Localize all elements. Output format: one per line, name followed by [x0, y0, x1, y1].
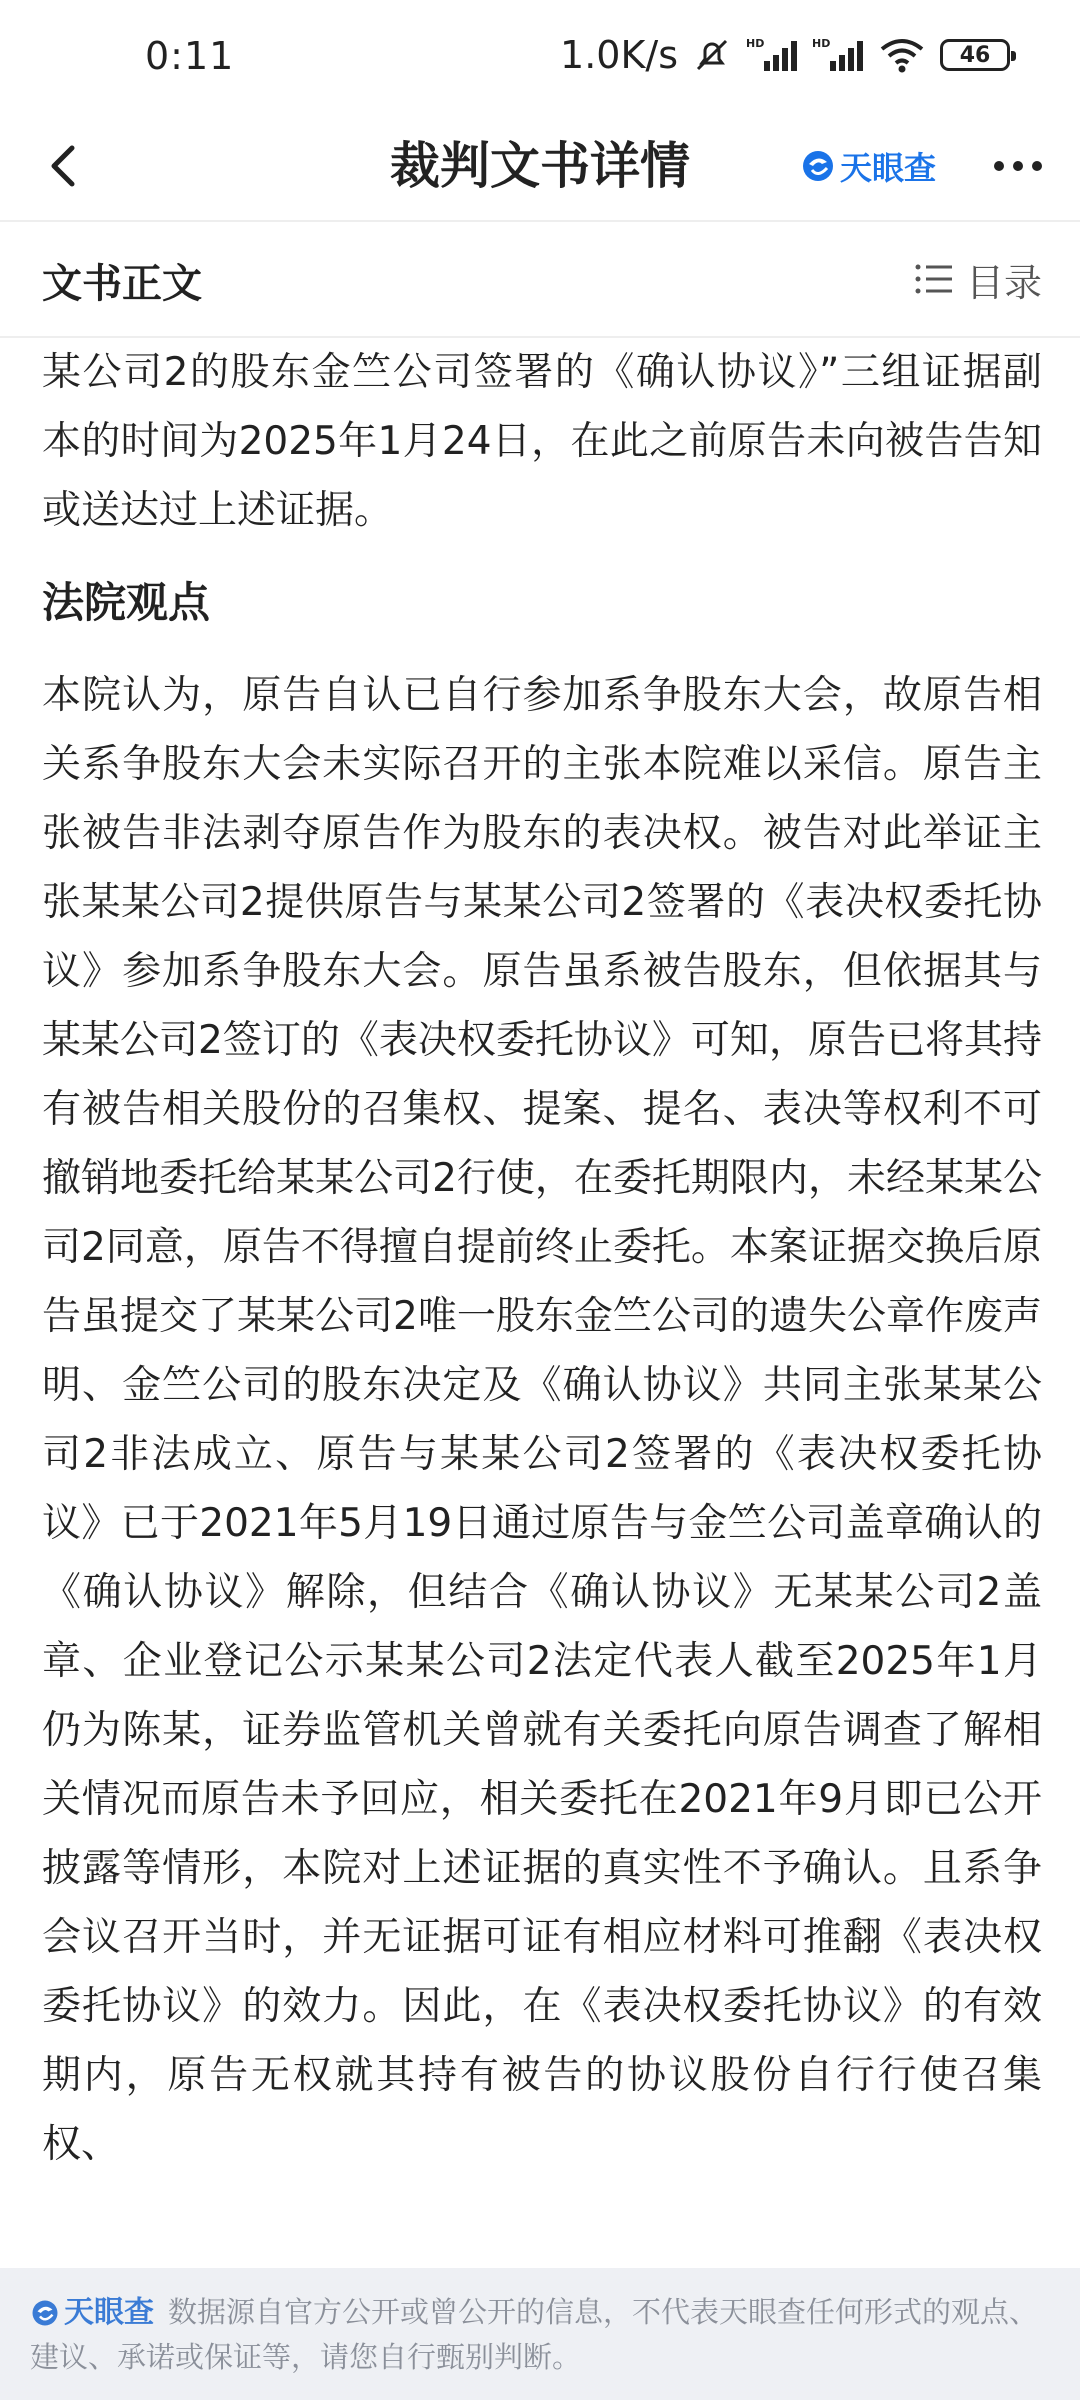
- chevron-left-icon: [44, 142, 84, 190]
- court-opinion-heading: 法院观点: [42, 578, 211, 627]
- section-header: [0, 222, 1080, 336]
- paragraph-prev: 某公司2的股东金竺公司签署的《确认协议》”三组证据副本的时间为2025年1月24日，在此之前原告未向被告告知或送达过上述证据。: [42, 350, 1042, 533]
- signal-hd-icon: [812, 35, 864, 75]
- logo-text: 天眼查: [840, 149, 937, 187]
- battery-icon: [940, 39, 1010, 71]
- tianyancha-logo: [800, 136, 936, 196]
- footer-logo: [30, 2291, 154, 2335]
- more-button[interactable]: [980, 142, 1056, 190]
- more-dot: [1032, 161, 1042, 171]
- more-horizontal-icon: [994, 161, 1004, 171]
- disclaimer-text: [30, 2290, 1050, 2379]
- disclaimer-content: 数据源自官方公开或曾公开的信息，不代表天眼查任何形式的观点、建议、承诺或保证等，请您自行甄别判断。: [30, 2295, 1039, 2374]
- wifi-icon: [878, 35, 926, 75]
- list-icon: [914, 261, 954, 297]
- status-icons: [560, 30, 1010, 80]
- toc-label: 目录: [965, 260, 1042, 305]
- toc-button[interactable]: [914, 250, 1042, 308]
- tianyancha-logo-icon: [800, 148, 836, 184]
- tianyancha-logo-icon: [30, 2298, 60, 2328]
- signal-hd-icon: [746, 35, 798, 75]
- section-title: 文书正文: [42, 261, 202, 307]
- document-body[interactable]: [42, 338, 1042, 2268]
- more-dot: [1013, 161, 1023, 171]
- battery-level: 46: [959, 42, 991, 68]
- back-button[interactable]: [30, 132, 98, 200]
- status-time: 0:11: [145, 34, 235, 78]
- mute-bell-icon: [692, 35, 732, 75]
- svg-text:HD: HD: [746, 37, 765, 50]
- net-speed: 1.0K/s: [560, 33, 678, 77]
- status-bar: [0, 0, 1080, 112]
- page-title: 裁判文书详情: [390, 137, 690, 195]
- app-header: [0, 112, 1080, 220]
- disclaimer-footer: [0, 2268, 1080, 2400]
- paragraph-court-opinion: 本院认为，原告自认已自行参加系争股东大会，故原告相关系争股东大会未实际召开的主张本院难以采信。原告主张被告非法剥夺原告作为股东的表决权。被告对此举证主张某某公司2提供原告与某某公司2签署的《表决权委托协议》参加系争股东大会。原告虽系被告股东，但依据其与某某公司2签订的《表决权委托协议》可知，原告已将其持有被告相关股份的召集权、提案、提名、表决等权利不可撤销地委托给某某公司2行使，在委托期限内，未经某某公司2同意，原告不得擅自提前终止委托。本案证据交换后原告虽提交了某某公司2唯一股东金竺公司的遗失公章作废声明、金竺公司的股东决定及《确认协议》共同主张某某公司2非法成立、原告与某某公司2签署的《表决权委托协议》已于2021年5月19日通过原告与金竺公司盖章确认的《确认协议》解除，但结合《确认协议》无某某公司2盖章、企业登记公示某某公司2法定代表人截至2025年1月仍为陈某，证券监管机关曾就有关委托向原告调查了解相关情况而原告未予回应，相关委托在2021年9月即已公开披露等情形，本院对上述证据的真实性不予确认。且系争会议召开当时，并无证据可证有相应材料可推翻《表决权委托协议》的效力。因此，在《表决权委托协议》的有效期内，原告无权就其持有被告的协议股份自行行使召集权、: [42, 673, 1042, 2167]
- footer-logo-text: 天眼查: [64, 2295, 154, 2330]
- svg-text:HD: HD: [812, 37, 831, 50]
